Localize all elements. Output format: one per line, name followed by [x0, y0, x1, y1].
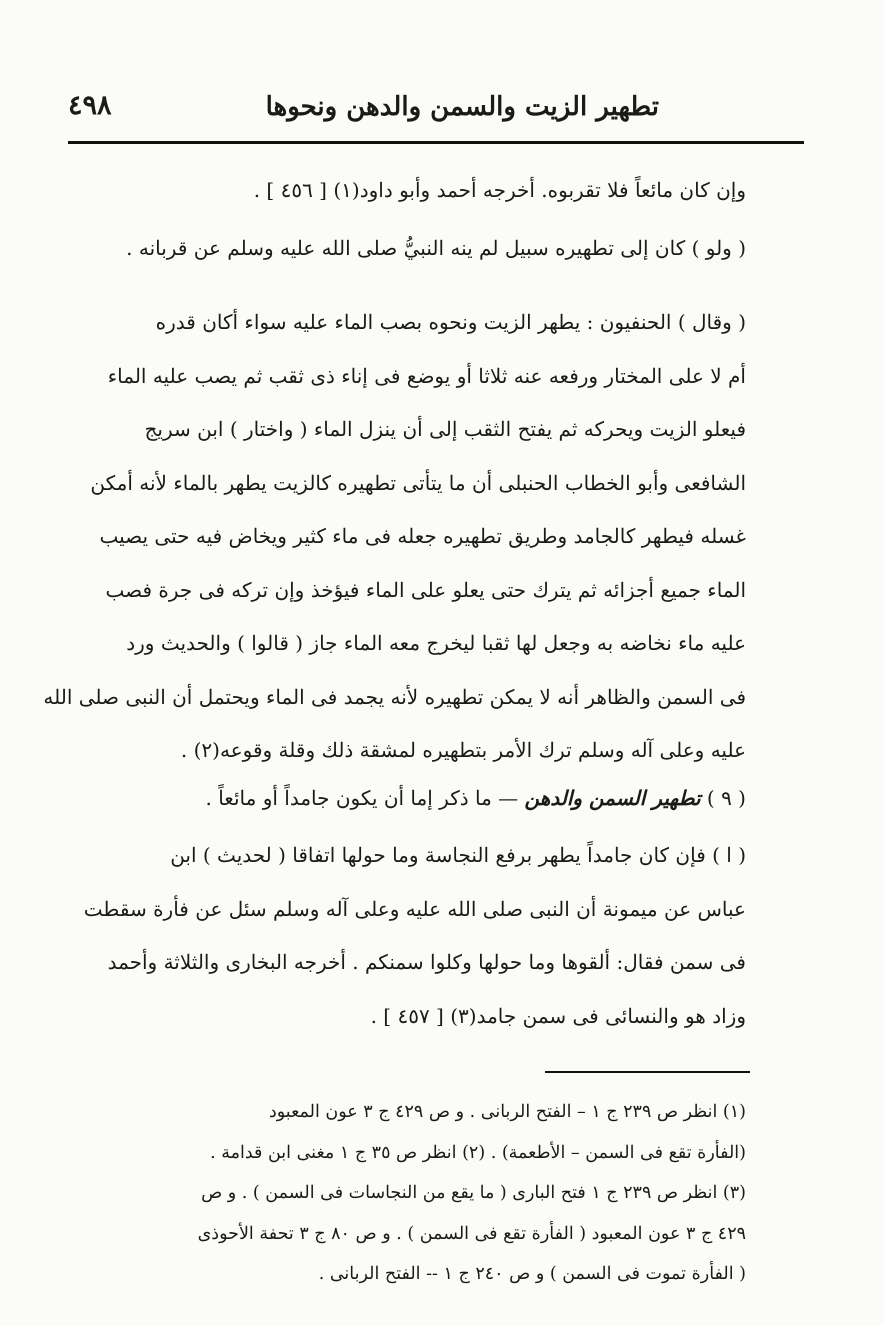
- footnote-line: ( الفأرة تموت فى السمن ) و ص ٢٤٠ ج ١ -- الفتح الربانى .: [318, 1264, 746, 1284]
- text-line: ( ولو ) كان إلى تطهيره سبيل لم ينه النبيُّ صلى الله عليه وسلم عن قربانه .: [126, 236, 746, 260]
- footnote-line: (٣) انظر ص ٢٣٩ ج ١ فتح البارى ( ما يقع من النجاسات فى السمن ) . و ص: [201, 1183, 746, 1203]
- section-text: — ما ذكر إما أن يكون جامداً أو مائعاً .: [205, 786, 519, 810]
- text-line: عباس عن ميمونة أن النبى صلى الله عليه وعلى آله وسلم سئل عن فأرة سقطت: [83, 896, 746, 921]
- text-line: غسله فيطهر كالجامد وطريق تطهيره جعله فى ماء كثير ويخاض فيه حتى يصيب: [99, 524, 746, 548]
- text-line: عليه وعلى آله وسلم ترك الأمر بتطهيره لمشقة ذلك وقلة وقوعه(٢) .: [180, 738, 746, 762]
- footnote-rule: [545, 1071, 750, 1073]
- footnote-line: ٤٢٩ ج ٣ عون المعبود ( الفأرة تقع فى السمن ) . و ص ٨٠ ج ٣ تحفة الأحوذى: [197, 1223, 746, 1244]
- footnote-line: (الفأرة تقع فى السمن – الأطعمة) . (٢) انظر ص ٣٥ ج ١ مغنى ابن قدامة .: [210, 1142, 746, 1163]
- section-term: تطهير السمن والدهن: [524, 786, 701, 810]
- text-line: فى السمن والظاهر أنه لا يمكن تطهيره لأنه يجمد فى الماء ويحتمل أن النبى صلى الله: [43, 684, 746, 709]
- section-number: ( ٩ ): [706, 786, 746, 810]
- text-line: وزاد هو والنسائى فى سمن جامد(٣) [ ٤٥٧ ] .: [370, 1003, 746, 1028]
- text-line: فيعلو الزيت ويحركه ثم يفتح الثقب إلى أن ينزل الماء ( واختار ) ابن سريج: [144, 417, 746, 441]
- text-line: عليه ماء نخاضه به وجعل لها ثقبا ليخرج معه الماء جاز ( قالوا ) والحديث ورد: [126, 631, 746, 655]
- text-line: الشافعى وأبو الخطاب الحنبلى أن ما يتأتى تطهيره كالزيت يطهر بالماء لأنه أمكن: [90, 470, 746, 495]
- footnote-line: (١) انظر ص ٢٣٩ ج ١ – الفتح الربانى . و ص ٤٢٩ ج ٣ عون المعبود: [268, 1102, 746, 1122]
- page-number: ٤٩٨: [68, 90, 112, 121]
- text-line: وإن كان مائعاً فلا تقربوه. أخرجه أحمد وأبو داود(١) [ ٤٥٦ ] .: [253, 178, 746, 202]
- text-line: أم لا على المختار ورفعه عنه ثلاثا أو يوضع فى إناء ذى ثقب ثم يصب عليه الماء: [107, 363, 746, 388]
- page-header: [68, 88, 804, 138]
- footnotes: [90, 1092, 746, 1295]
- text-line: فى سمن فقال: ألقوها وما حولها وكلوا سمنكم . أخرجه البخارى والثلاثة وأحمد: [107, 950, 746, 974]
- header-rule: [68, 141, 804, 144]
- text-line: ( وقال ) الحنفيون : يطهر الزيت ونحوه بصب الماء عليه سواء أكان قدره: [155, 310, 746, 334]
- text-line: ( ا ) فإن كان جامداً يطهر برفع النجاسة وما حولها اتفاقا ( لحديث ) ابن: [170, 843, 746, 867]
- running-title: تطهير الزيت والسمن والدهن ونحوها: [265, 92, 659, 122]
- text-line: الماء جميع أجزائه ثم يترك حتى يعلو على الماء فيؤخذ وإن تركه فى جرة فصب: [105, 577, 746, 602]
